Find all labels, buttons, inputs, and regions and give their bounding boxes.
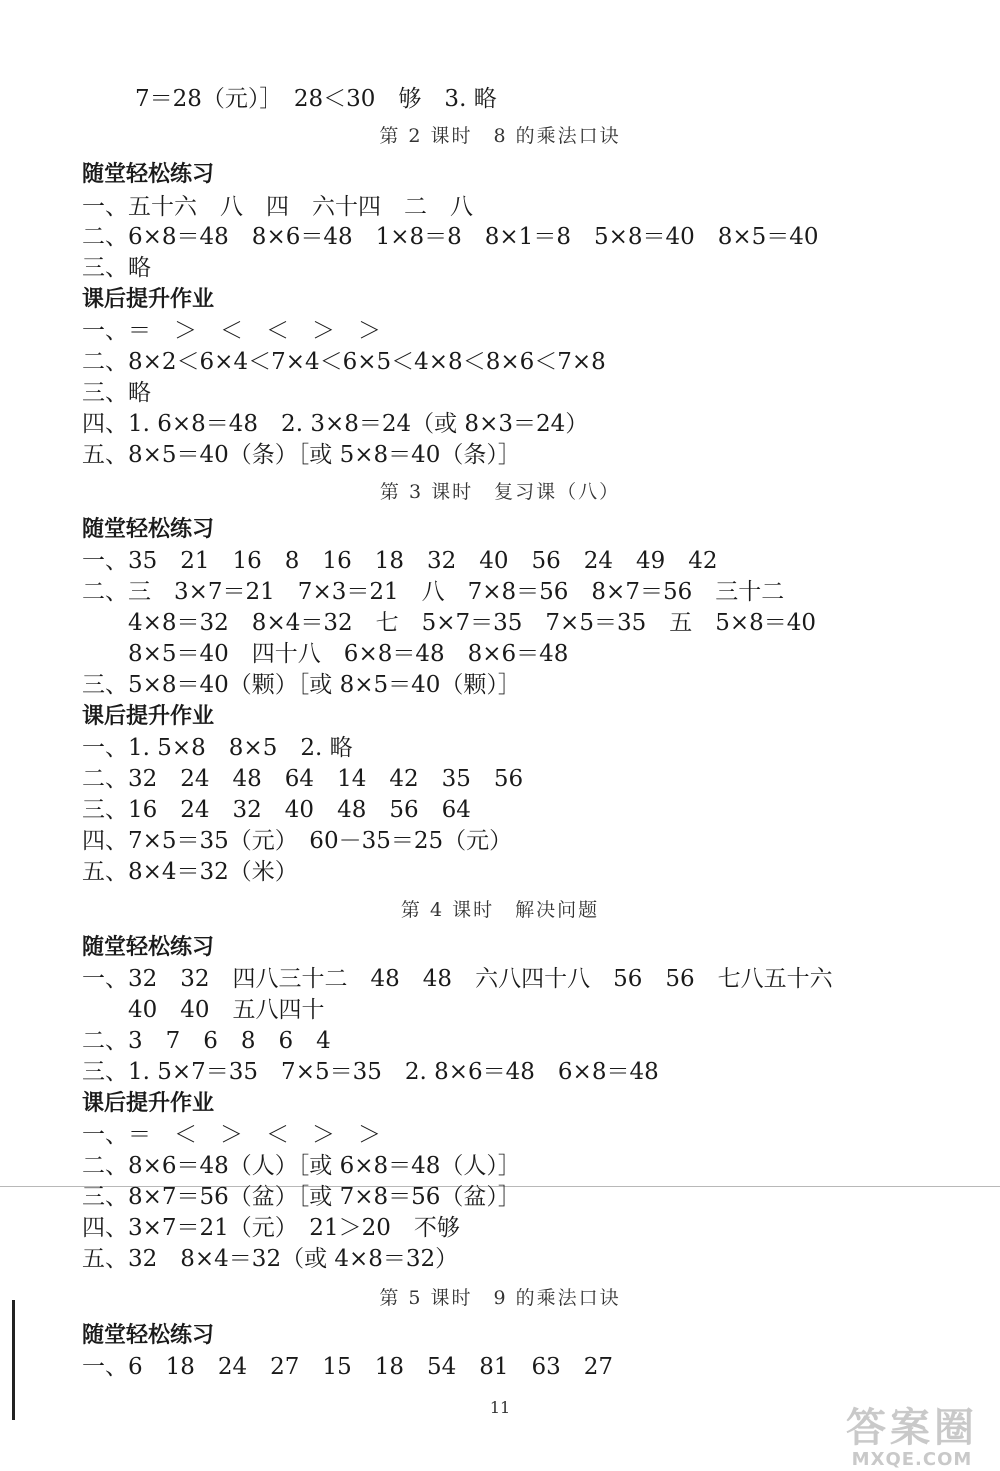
lesson-2-homework-line: 五、8×5＝40（条）［或 5×8＝40（条）］ — [82, 442, 521, 468]
lesson-2-homework-line: 二、8×2＜6×4＜7×4＜6×5＜4×8＜8×6＜7×8 — [82, 349, 606, 375]
lesson-3-practice-heading: 随堂轻松练习 — [82, 517, 215, 542]
lesson-4-practice-line: 三、1. 5×7＝35 7×5＝35 2. 8×6＝48 6×8＝48 — [82, 1059, 659, 1085]
lesson-3-homework-line: 四、7×5＝35（元） 60－35＝25（元） — [82, 828, 513, 854]
lesson-3-practice-line: 三、5×8＝40（颗）［或 8×5＝40（颗）］ — [82, 672, 521, 698]
lesson-2-practice-line: 一、五十六 八 四 六十四 二 八 — [82, 194, 473, 220]
lesson-3-homework-line: 一、1. 5×8 8×5 2. 略 — [82, 735, 353, 761]
lesson-5-practice-line: 一、6 18 24 27 15 18 54 81 63 27 — [82, 1354, 614, 1380]
watermark-title: 答案圈 — [846, 1405, 978, 1451]
lesson-3-practice-line: 一、35 21 16 8 16 18 32 40 56 24 49 42 — [82, 548, 718, 574]
lesson-4-practice-line: 一、32 32 四八三十二 48 48 六八四十八 56 56 七八五十六 — [82, 966, 833, 992]
lesson-2-homework-line: 四、1. 6×8＝48 2. 3×8＝24（或 8×3＝24） — [82, 411, 589, 437]
lesson-4-homework-line: 五、32 8×4＝32（或 4×8＝32） — [82, 1246, 459, 1272]
watermark-url: MXQE.COM — [851, 1449, 973, 1470]
lesson-4-homework-line: 三、8×7＝56（盆）［或 7×8＝56（盆）］ — [82, 1184, 521, 1210]
lesson-4-practice-heading: 随堂轻松练习 — [82, 935, 215, 960]
lesson-4-practice-line: 40 40 五八四十 — [82, 997, 325, 1023]
lesson-2-practice-heading: 随堂轻松练习 — [82, 162, 215, 187]
lesson-3-homework-line: 三、16 24 32 40 48 56 64 — [82, 797, 471, 823]
lesson-5-title: 第 5 课时 9 的乘法口诀 — [379, 1287, 621, 1309]
lesson-2-title: 第 2 课时 8 的乘法口诀 — [379, 125, 621, 147]
page-number: 11 — [489, 1398, 511, 1417]
lesson-3-practice-line: 4×8＝32 8×4＝32 七 5×7＝35 7×5＝35 五 5×8＝40 — [82, 610, 817, 636]
lesson-3-practice-line: 8×5＝40 四十八 6×8＝48 8×6＝48 — [82, 641, 569, 667]
lesson-4-homework-line: 二、8×6＝48（人）［或 6×8＝48（人）］ — [82, 1153, 521, 1179]
watermark-logo — [846, 1406, 978, 1470]
lesson-4-homework-line: 四、3×7＝21（元） 21＞20 不够 — [82, 1215, 460, 1241]
lesson-5-practice-heading: 随堂轻松练习 — [82, 1323, 215, 1348]
lesson-3-title: 第 3 课时 复习课（八） — [379, 481, 621, 503]
lesson-2-homework-line: 三、略 — [82, 380, 151, 406]
lesson-3-homework-line: 五、8×4＝32（米） — [82, 859, 298, 885]
lesson-4-title: 第 4 课时 解决问题 — [400, 899, 600, 921]
lesson-2-homework-heading: 课后提升作业 — [82, 287, 215, 312]
top-line: 7＝28（元）］ 28＜30 够 3. 略 — [135, 86, 497, 112]
lesson-3-homework-line: 二、32 24 48 64 14 42 35 56 — [82, 766, 524, 792]
lesson-2-homework-line: 一、＝ ＞ ＜ ＜ ＞ ＞ — [82, 318, 381, 344]
lesson-4-homework-line: 一、＝ ＜ ＞ ＜ ＞ ＞ — [82, 1122, 381, 1148]
lesson-3-practice-line: 二、三 3×7＝21 7×3＝21 八 7×8＝56 8×7＝56 三十二 — [82, 579, 785, 605]
lesson-4-practice-line: 二、3 7 6 8 6 4 — [82, 1028, 331, 1054]
lesson-3-homework-heading: 课后提升作业 — [82, 704, 215, 729]
lesson-4-homework-heading: 课后提升作业 — [82, 1091, 215, 1116]
scan-edge-mark — [12, 1300, 15, 1420]
lesson-2-practice-line: 二、6×8＝48 8×6＝48 1×8＝8 8×1＝8 5×8＝40 8×5＝40 — [82, 224, 819, 250]
lesson-2-practice-line: 三、略 — [82, 255, 151, 281]
